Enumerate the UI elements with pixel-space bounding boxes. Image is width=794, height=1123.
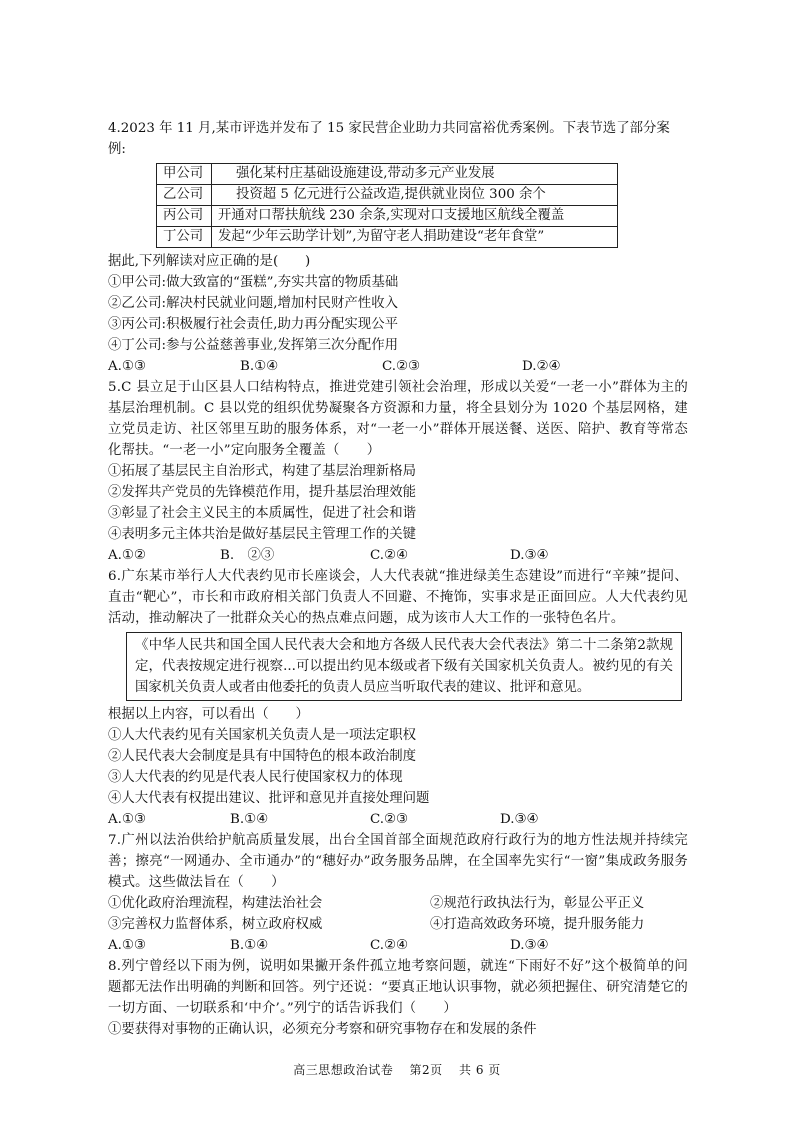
option-d[interactable]: D.③④ bbox=[510, 938, 549, 953]
option-a[interactable]: A.①③ bbox=[108, 938, 146, 953]
company-cell: 丁公司 bbox=[157, 227, 212, 248]
table-row bbox=[157, 227, 618, 248]
q4-item-2: ②乙公司:解决村民就业问题,增加村民财产性收入 bbox=[108, 296, 398, 311]
q4-question: 据此,下列解读对应正确的是( ) bbox=[108, 254, 311, 269]
q4-options bbox=[108, 356, 688, 377]
option-d[interactable]: D.③④ bbox=[510, 548, 549, 563]
option-a[interactable]: A.①③ bbox=[108, 812, 146, 827]
q4-item-1: ①甲公司:做大致富的“蛋糕”,夯实共富的物质基础 bbox=[108, 275, 399, 290]
q4-item-3: ③丙公司:积极履行社会责任,助力再分配实现公平 bbox=[108, 317, 398, 332]
table-row bbox=[157, 164, 618, 185]
q8-stem: 8.列宁曾经以下雨为例，说明如果撇开条件孤立地考察问题，就连“下雨好不好”这个极简单的问题都无法作出明确的判断和回答。列宁还说：“要真正地认识事物，就必须把握住、研究清楚它的一切方面、一切联系和‘中介’。”列宁的话告诉我们（ ） bbox=[108, 959, 688, 1016]
table-row bbox=[157, 185, 618, 206]
q6-stem: 6.广东某市举行人大代表约见市长座谈会，人大代表就“推进绿美生态建设”而进行“辛辣”提问、直击“靶心”，市长和市政府相关部门负责人不回避、不掩饰，实事求是正面回应。人大代表约见活动，推动解决了一批群众关心的热点难点问题，成为该市人大工作的一张特色名片。 bbox=[108, 569, 688, 626]
option-c[interactable]: C.②③ bbox=[382, 359, 421, 374]
q7-item-2: ②规范行政执法行为，彰显公平正义 bbox=[430, 896, 645, 911]
question-7 bbox=[108, 830, 688, 956]
page-footer bbox=[0, 1061, 794, 1078]
q4-stem-line1: 4.2023 年 11 月,某市评选并发布了 15 家民营企业助力共同富裕优秀案例。下表节选了部分案 bbox=[108, 121, 670, 136]
q5-item-4: ④表明多元主体共治是做好基层民主管理工作的关键 bbox=[108, 527, 416, 542]
q7-stem: 7.广州以法治供给护航高质量发展，出台全国首部全面规范政府行政行为的地方性法规并持续完善；擦亮“一网通办、全市通办”的“穗好办”政务服务品牌，在全国率先实行“一窗”集成政务服务模式。这些做法旨在（ ） bbox=[108, 833, 688, 890]
option-c[interactable]: C.②③ bbox=[370, 812, 409, 827]
q6-law-excerpt-box: 《中华人民共和国全国人民代表大会和地方各级人民代表大会代表法》第二十二条第2款规定，代表按规定进行视察...可以提出约见本级或者下级有关国家机关负责人。被约见的有关国家机关负责人或者由他委托的负责人员应当听取代表的建议、批评和意见。 bbox=[126, 632, 682, 701]
exam-page bbox=[108, 118, 688, 1040]
option-b[interactable]: B. ②③ bbox=[220, 548, 275, 563]
q6-item-4: ④人大代表有权提出建议、批评和意见并直接处理问题 bbox=[108, 791, 430, 806]
case-cell: 投资超 5 亿元进行公益改造,提供就业岗位 300 余个 bbox=[212, 185, 618, 206]
question-4 bbox=[108, 118, 688, 377]
case-cell: 开通对口帮扶航线 230 余条,实现对口支援地区航线全覆盖 bbox=[212, 206, 618, 227]
option-b[interactable]: B.①④ bbox=[240, 359, 279, 374]
q4-item-4: ④丁公司:参与公益慈善事业,发挥第三次分配作用 bbox=[108, 338, 398, 353]
case-cell: 强化某村庄基础设施建设,带动多元产业发展 bbox=[212, 164, 618, 185]
q4-case-table bbox=[156, 163, 618, 248]
exam-title: 高三思想政治试卷 bbox=[293, 1063, 394, 1077]
q7-options bbox=[108, 935, 688, 956]
q6-item-3: ③人大代表的约见是代表人民行使国家权力的体现 bbox=[108, 770, 403, 785]
question-6 bbox=[108, 566, 688, 830]
total-pages: 共 6 页 bbox=[459, 1063, 501, 1077]
q7-item-4: ④打造高效政务环境，提升服务能力 bbox=[430, 917, 645, 932]
q5-item-1: ①拓展了基层民主自治形式，构建了基层治理新格局 bbox=[108, 464, 416, 479]
question-8 bbox=[108, 956, 688, 1040]
q6-question: 根据以上内容，可以看出（ ） bbox=[108, 707, 309, 722]
option-a[interactable]: A.①② bbox=[108, 548, 146, 563]
q4-stem-line2: 例: bbox=[108, 142, 126, 157]
q7-items-row1 bbox=[108, 893, 688, 914]
option-b[interactable]: B.①④ bbox=[230, 938, 269, 953]
q6-item-2: ②人民代表大会制度是具有中国特色的根本政治制度 bbox=[108, 749, 416, 764]
option-c[interactable]: C.②④ bbox=[370, 548, 409, 563]
option-c[interactable]: C.②④ bbox=[370, 938, 409, 953]
q7-items-row2 bbox=[108, 914, 688, 935]
option-a[interactable]: A.①③ bbox=[108, 359, 146, 374]
option-d[interactable]: D.②④ bbox=[522, 359, 561, 374]
q5-item-3: ③彰显了社会主义民主的本质属性，促进了社会和谐 bbox=[108, 506, 416, 521]
option-b[interactable]: B.①④ bbox=[230, 812, 269, 827]
company-cell: 甲公司 bbox=[157, 164, 212, 185]
q5-item-2: ②发挥共产党员的先锋模范作用，提升基层治理效能 bbox=[108, 485, 416, 500]
q7-item-1: ①优化政府治理流程，构建法治社会 bbox=[108, 896, 323, 911]
q8-item-1: ①要获得对事物的正确认识，必须充分考察和研究事物存在和发展的条件 bbox=[108, 1022, 537, 1037]
q5-stem: 5.C 县立足于山区县人口结构特点，推进党建引领社会治理，形成以关爱“一老一小”群体为主的基层治理机制。C 县以党的组织优势凝聚各方资源和力量，将全县划分为 1020 个基层网格，建立党员走访、社区邻里互助的服务体系，对“一老一小”群体开展送餐、送医、陪护、教育等常态化帮扶。“一老一小”定向服务全覆盖（ ） bbox=[108, 380, 688, 458]
question-5 bbox=[108, 377, 688, 566]
q5-options bbox=[108, 545, 688, 566]
q6-item-1: ①人大代表约见有关国家机关负责人是一项法定职权 bbox=[108, 728, 416, 743]
company-cell: 乙公司 bbox=[157, 185, 212, 206]
company-cell: 丙公司 bbox=[157, 206, 212, 227]
q7-item-3: ③完善权力监督体系，树立政府权威 bbox=[108, 917, 323, 932]
case-cell: 发起“少年云助学计划”,为留守老人捐助建设“老年食堂” bbox=[212, 227, 618, 248]
option-d[interactable]: D.③④ bbox=[500, 812, 539, 827]
q6-options bbox=[108, 809, 688, 830]
page-number: 第2页 bbox=[409, 1063, 443, 1077]
table-row bbox=[157, 206, 618, 227]
